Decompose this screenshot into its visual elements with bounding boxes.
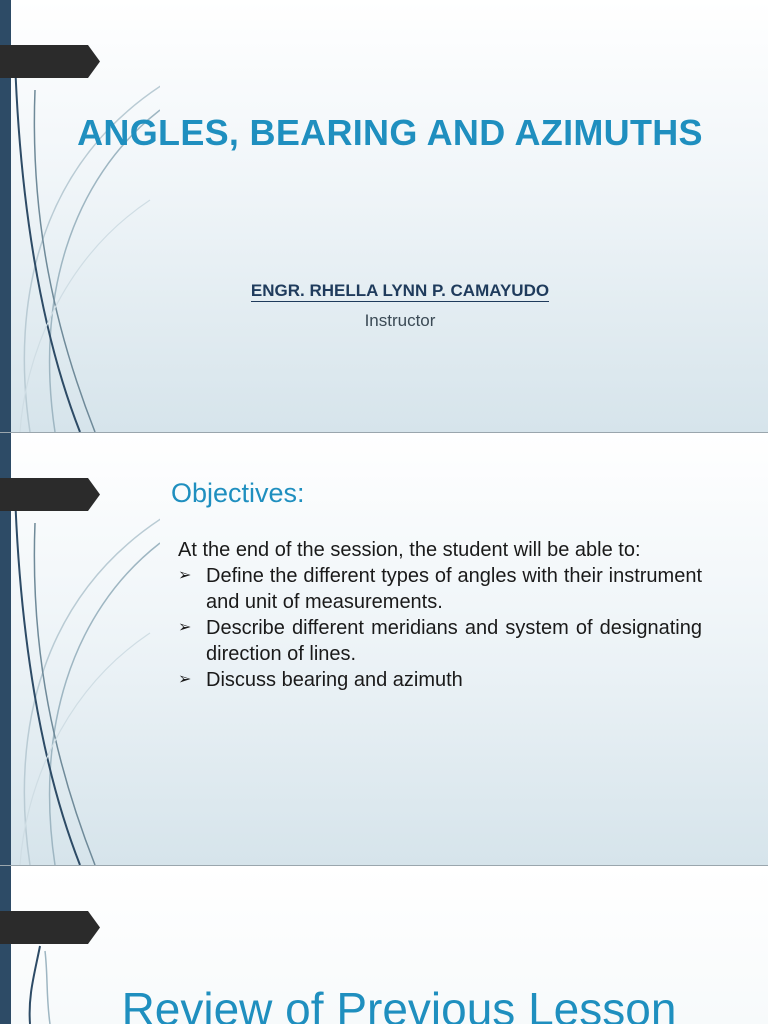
author-role: Instructor [364, 311, 436, 330]
slide-1 [0, 0, 768, 432]
list-item: ➢ Discuss bearing and azimuth [178, 669, 463, 691]
arrow-bullet-icon: ➢ [178, 567, 192, 584]
objectives-body [178, 537, 702, 693]
arrow-bullet-icon: ➢ [178, 619, 192, 636]
list-item: ➢ Define the different types of angles with their instrument and unit of measurements. [178, 565, 702, 613]
objectives-intro: At the end of the session, the student will be able to: [178, 539, 641, 561]
slide-title: Review of Previous Lesson [121, 983, 677, 1024]
slide-title: Objectives: [171, 478, 305, 508]
slide-tab-marker [0, 478, 100, 511]
slide-2 [0, 433, 768, 865]
slide-tab-marker [0, 911, 100, 944]
slide-3 [0, 866, 768, 1024]
arrow-bullet-icon: ➢ [178, 671, 192, 688]
slide-tab-marker [0, 45, 100, 78]
slide-title: ANGLES, BEARING AND AZIMUTHS [77, 112, 703, 153]
list-item: ➢ Describe different meridians and system of designating direction of lines. [178, 617, 702, 665]
author-name: ENGR. RHELLA LYNN P. CAMAYUDO [250, 281, 550, 300]
